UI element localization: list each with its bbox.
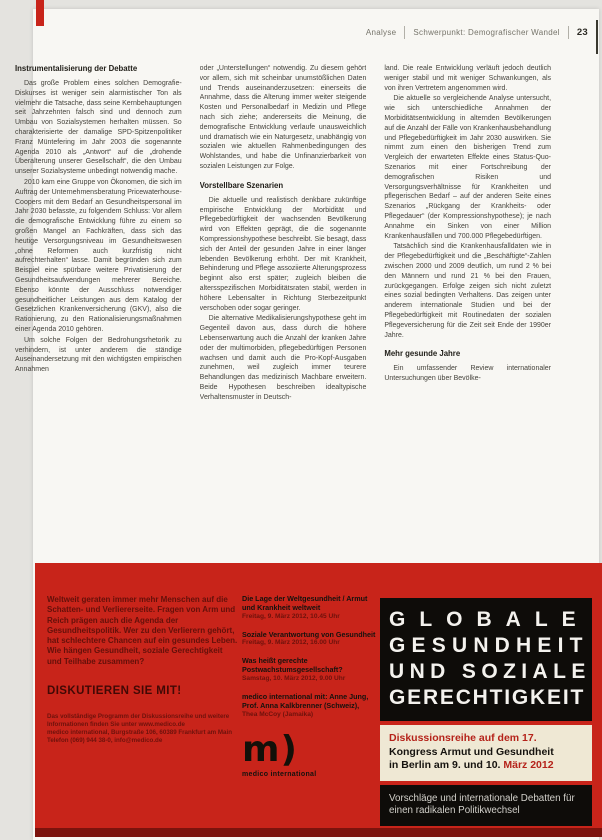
program-item-title: medico international mit: Anne Jung, Prof. Anna Kalkbrenner (Schweiz), xyxy=(242,691,369,710)
article-column-2 xyxy=(200,64,367,544)
program-item-detail: Freitag, 9. März 2012, 10.45 Uhr xyxy=(242,612,340,620)
banner-title-line: GERECHTIGKEIT xyxy=(389,686,586,709)
medico-logo xyxy=(242,728,380,778)
article-body xyxy=(15,64,551,544)
info-box-line: Diskussionsreihe auf dem 17. xyxy=(389,732,537,744)
ad-contact-line: medico international, Burgstraße 106, 60389 Frankfurt am Main xyxy=(47,729,232,737)
ad-banner-title xyxy=(380,598,592,721)
article-paragraph: Die alternative Medikalisierungshypothese geht im Gegenteil davon aus, dass durch die höhere Lebenserwartung auch die Anzahl der kranken Jahre oder der multimorbiden, pflegebedürftigen Personen wachsen und damit auch die Pro-Kopf-Ausgaben zunehmen, weil zugleich immer teurere Behandlungen das medizinisch Machbare erweitern. Beide Hypothesen beschreiben idealtypische Verhaltensmuster in Deutsch- xyxy=(199,315,367,401)
program-item xyxy=(242,631,380,648)
article-paragraph: Die aktuelle und realistisch denkbare zukünftige empirische Entwicklung der Morbidität und Pflegebedürftigkeit der wachsenden Bevölkerung wird von Effekten geprägt, die die sogenannte Kompressionshypothese beschreibt. Sie besagt, dass sich der Anteil der gesunden Jahre in einer länger lebenden Bevölkerung erhöht. Der mit Krankheit, Behinderung und Pflege assoziierte Alterungsprozess beginnt also erst später; zugleich bleiben die altersspezifischen Morbiditätsraten stabil, werden in höhere Lebensalter in Richtung Sterbezeitpunkt verschoben oder sogar geringer. xyxy=(199,196,367,312)
program-item xyxy=(242,657,380,683)
info-box-line: Kongress Armut und Gesundheit xyxy=(389,745,554,758)
ad-program-column xyxy=(242,595,380,778)
program-item xyxy=(242,595,380,621)
ad-tagline-text: Vorschläge und internationale Debatten für einen radikalen Politikwechsel xyxy=(389,792,575,816)
article-paragraph: Ein umfassender Review internationaler Untersuchungen über Bevölke- xyxy=(384,365,552,383)
medico-logo-name: medico international xyxy=(242,770,317,778)
medico-logo-mark: m) xyxy=(242,728,298,770)
ad-tagline-box xyxy=(380,785,592,826)
ad-contact-info xyxy=(47,713,239,745)
article-paragraph: oder „Unterstellungen“ notwendig. Zu diesem gehört vor allem, sich mit scheinbar unumstößlichen Daten und Trends auseinanderzusetzen: einerseits die Annahme, dass die Alterung immer weiter steigende Kosten und Personalbedarf in Medizin und Pflege nach sich ziehe; andererseits die Meinung, die demografische Entwicklung verlaufe unausweichlich und dramatisch wie ein Naturgesetz, unabhängig von sozialen wie aktuellen Rahmenbedingungen des Wohlstandes, und habe die Unfinanzierbarkeit von sozialen Leistungen zur Folge. xyxy=(199,65,367,170)
program-item xyxy=(242,693,380,719)
article-paragraph: Die aktuelle so vergleichende Analyse untersucht, wie sich unterschiedliche Annahmen der Morbiditätsentwicklung in alternden Bevölkerungen auf die Anzahl der Fälle von Krankenhausbehandlung und Pflegebedürftigkeit im Jahr 2030 auswirken. Sie nimmt zum einen den bisherigen Trend zum Vergleich der erwarteten Effekte eines Status-Quo-Szenarios mit einer Fortschreibung der demografischen Risiken und Versorgungsverhältnisse für Krankheiten und pflegerischen Bedarf – auf der anderen Seite eines Szenarios „Rückgang der Krankheits- oder Pflegedauer“ (der Kompressionshypothese); je nach Annahme ein Sinken von einer Million Krankenhausfällen und 700.000 Pflegebedürftigen. xyxy=(384,95,552,240)
ad-left-column xyxy=(47,595,239,745)
program-item-title: Soziale Verantwortung von Gesundheit xyxy=(242,629,376,639)
topic-label: Schwerpunkt: Demografischer Wandel xyxy=(413,28,560,37)
banner-title-line: GESUNDHEIT xyxy=(389,634,589,657)
article-paragraph: Tatsächlich sind die Krankenhausfalldaten wie in der Pflegebedürftigkeit und die „Beschäftigte“-Zahlen zwischen 2000 und 2009 deutlich, um rund 2 % bei den Männern und rund 21 % bei den Frauen, zurückgegangen. Erfolge zeigen sich nicht zuletzt eines sozial bedingten Verhaltens. Das zeigen unter anderem internationale Studien und bei der Pflegebedürftigkeit mit Routinedaten der sozialen Pflegeversicherung für die Zeit seit Ende der 1990er Jahre. xyxy=(384,243,552,339)
program-item-detail: Freitag, 9. März 2012, 16.00 Uhr xyxy=(242,639,340,647)
program-item-title: Was heißt gerechte Postwachstumsgesellschaft? xyxy=(242,656,343,675)
header-divider xyxy=(568,26,569,39)
header-divider xyxy=(404,26,405,39)
advertisement-block xyxy=(35,563,602,828)
ad-bottom-strip xyxy=(35,828,602,837)
page-corner-tab xyxy=(36,0,44,26)
banner-title-line: UND SOZIALE xyxy=(389,660,591,683)
article-subheading: Mehr gesunde Jahre xyxy=(384,349,461,359)
article-column-1 xyxy=(15,64,182,544)
article-subheading: Vorstellbare Szenarien xyxy=(199,180,284,190)
edge-rule xyxy=(596,20,598,54)
program-item-detail: Samstag, 10. März 2012, 9.00 Uhr xyxy=(242,674,346,682)
page-number: 23 xyxy=(576,27,588,38)
info-box-line xyxy=(389,759,583,773)
page-header xyxy=(366,26,588,39)
article-paragraph: Um solche Folgen der Bedrohungsrhetorik zu verhindern, ist unter anderem die ständige Auseinandersetzung mit den wichtigsten empirischen Annahmen xyxy=(15,336,182,374)
article-paragraph: 2010 kam eine Gruppe von Ökonomen, die sich im Auftrag der Unternehmensberatung Pricewaterhouse-Coopers mit dem Bedarf an Gesundheitspersonal im Jahr 2030 befasste, zu folgendem Schluss: Vor allem die demografische Entwicklung führe zu einem so großen Mangel an Fachkräften, dass sich das heutige Versorgungsniveau im Gesundheitswesen „ohne Reformen auch kurzfristig nicht aufrechterhalten“ lasse. Damit begründen sich zum Beispiel eine spürbare weitere Privatisierung der Gesundheitsaufwendungen mehrerer Bereiche. Ebenso könnte der Ausschluss notwendiger gesundheitlicher Leistungen aus dem Katalog der Gesetzlichen Krankenversicherung (GKV), also die Rationierung, zu den Rationalisierungsmaßnahmen einer Agenda 2010 gehören. xyxy=(15,178,182,333)
article-paragraph: Das große Problem eines solchen Demografie-Diskurses ist weniger sein alarmistischer Ton als vielmehr die Tatsache, dass seine Kernbehauptungen seit Jahrzehnten falsch sind und dennoch zum Umbau von Sozialsystemen herhalten müssen. So charakterisierte der damalige SPD-Spitzenpolitiker Franz Müntefering im Jahr 2003 die sogenannte Agenda 2010 als „Antwort“ auf die „drohende Überalterung unserer Gesellschaft“, die den Umbau unserer Sozialsysteme unbedingt notwendig mache. xyxy=(15,80,182,176)
ad-call-to-action: DISKUTIEREN SIE MIT! xyxy=(47,685,182,698)
article-paragraph: land. Die reale Entwicklung verläuft jedoch deutlich weniger stabil und mit weniger Schwankungen, als von ihren Vertretern angenommen wird. xyxy=(384,65,552,92)
program-item-detail: Thea McCoy (Jamaika) xyxy=(242,710,314,718)
info-box-date-prefix: in Berlin am 9. und 10. xyxy=(389,759,504,771)
article-column-3 xyxy=(384,64,551,544)
ad-contact-line: Telefon (069) 944 38-0, info@medico.de xyxy=(47,737,163,745)
ad-info-box xyxy=(380,725,592,781)
info-box-date: März 2012 xyxy=(503,759,554,771)
article-subheading: Instrumentalisierung der Debatte xyxy=(15,64,138,73)
banner-title-line: GLOBALE xyxy=(389,608,590,631)
ad-right-column xyxy=(380,598,592,826)
ad-intro-text: Weltweit geraten immer mehr Menschen auf die Schatten- und Verliererseite. Fragen von Arm und Reich prägen auch die Agenda der Gesundheitspolitik. Wer zu den Verlierern gehört, hat schlechtere Chancen auf ein gesundes Leben. Wie hängen Gesundheit, soziale Gerechtigkeit und Teilhabe zusammen? xyxy=(47,595,238,666)
ad-contact-line: Das vollständige Programm der Diskussionsreihe und weitere Informationen finden Sie unter www.medico.de xyxy=(47,713,230,729)
program-item-title: Die Lage der Weltgesundheit / Armut und Krankheit weltweit xyxy=(242,594,368,612)
section-label: Analyse xyxy=(365,28,397,37)
